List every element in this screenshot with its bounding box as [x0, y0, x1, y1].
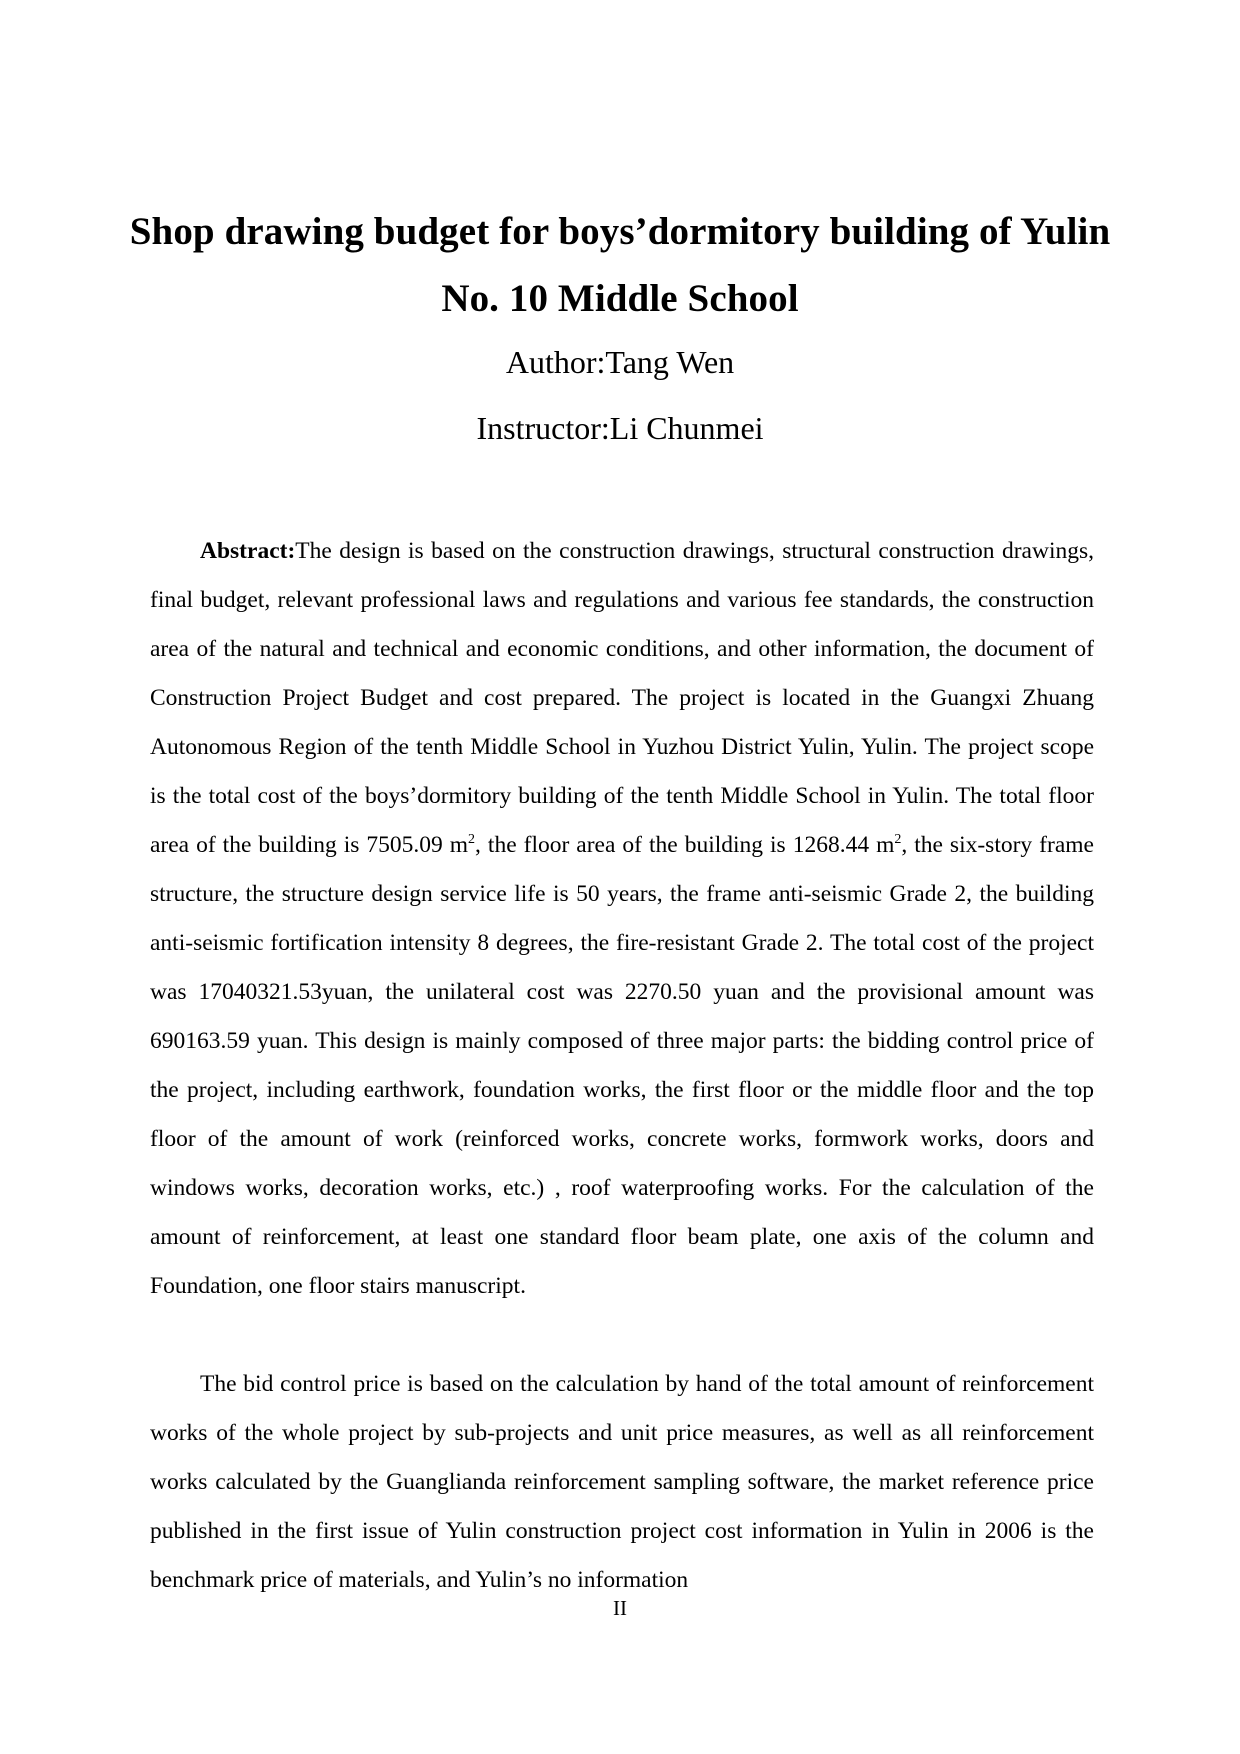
abstract-text-part-3: , the six-story frame structure, the structure design service life is 50 years, the frame anti-seismic Grade 2, the building anti-seismic fortification intensity 8 degrees, the fire-resistant Grade 2. The total cost of the project was 17040321.53yuan, the unilateral cost was 2270.50 yuan and the provisional amount was 690163.59 yuan. This design is mainly composed of three major parts: the bidding control price of the project, including earthwork, foundation works, the first floor or the middle floor and the top floor of the amount of work (reinforced works, concrete works, formwork works, doors and windows works, decoration works, etc.) , roof waterproofing works. For the calculation of the amount of reinforcement, at least one standard floor beam plate, one axis of the column and Foundation, one floor stairs manuscript. [150, 832, 1094, 1299]
body-paragraph-2: The bid control price is based on the calculation by hand of the total amount of reinforcement works of the whole project by sub-projects and unit price measures, as well as all reinforcement works calculated by the Guanglianda reinforcement sampling software, the market reference price published in the first issue of Yulin construction project cost information in Yulin in 2006 is the benchmark price of materials, and Yulin’s no information [150, 1371, 1094, 1593]
abstract-text-part-1: The design is based on the construction drawings, structural construction drawings, final budget, relevant professional laws and regulations and various fee standards, the construction area of the natural and technical and economic conditions, and other information, the document of Construction Project Budget and cost prepared. The project is located in the Guangxi Zhuang Autonomous Region of the tenth Middle School in Yuzhou District Yulin, Yulin. The project scope is the total cost of the boys’dormitory building of the tenth Middle School in Yulin. The total floor area of the building is 7505.09 m [150, 538, 1094, 858]
page-number: II [613, 1596, 627, 1620]
abstract-label: Abstract: [200, 538, 296, 564]
superscript-squared: 2 [894, 832, 902, 848]
abstract-paragraph [150, 527, 1094, 1311]
title-line-2: No. 10 Middle School [441, 277, 799, 320]
author-line: Author:Tang Wen [505, 344, 735, 380]
title-line-1: Shop drawing budget for boys’dormitory building of Yulin [129, 210, 1111, 253]
instructor-line: Instructor:Li Chunmei [476, 410, 764, 446]
abstract-text-part-2: , the floor area of the building is 1268.44 m [475, 832, 895, 858]
superscript-squared: 2 [468, 832, 476, 848]
document-title [120, 198, 1120, 332]
